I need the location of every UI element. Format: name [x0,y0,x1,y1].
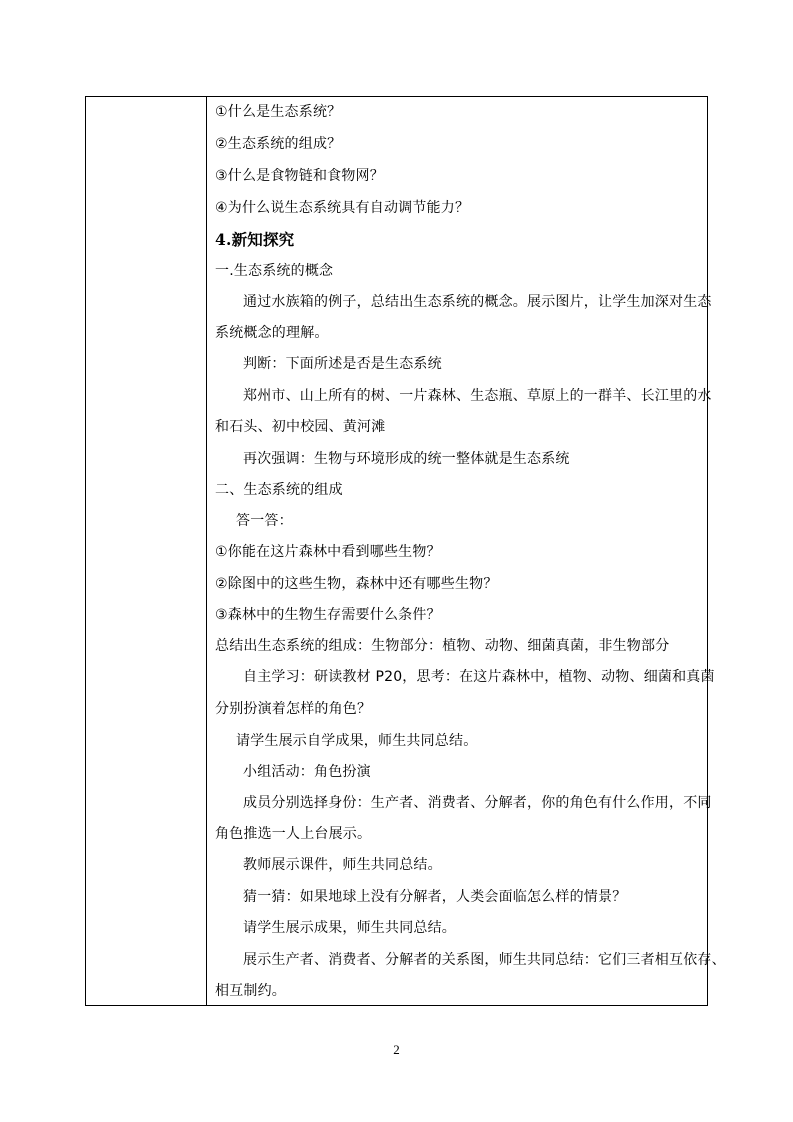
section-heading-new-knowledge: 4.新知探究 [215,230,295,249]
paragraph-line: 相互制约。 [215,983,286,999]
paragraph-line: 系统概念的理解。 [215,325,329,341]
question-item: ①你能在这片森林中看到哪些生物？ [215,544,441,560]
paragraph-line: 教师展示课件，师生共同总结。 [243,857,442,873]
subheading-ecosystem-concept: 一.生态系统的概念 [215,263,334,279]
question-what-is-ecosystem: ①什么是生态系统？ [215,104,342,120]
paragraph-line: 自主学习：研读教材 P20，思考：在这片森林中，植物、动物、细菌和真菌 [243,669,715,685]
column-divider [206,97,207,1005]
paragraph-line: 总结出生态系统的组成：生物部分：植物、动物、细菌真菌，非生物部分 [215,638,670,654]
question-item: ③森林中的生物生存需要什么条件？ [215,607,441,623]
paragraph-line: 和石头、初中校园、黄河滩 [215,419,386,435]
paragraph-line: 答一答： [236,513,293,529]
paragraph-line: 通过水族箱的例子，总结出生态系统的概念。展示图片，让学生加深对生态 [243,294,712,310]
subheading-ecosystem-composition: 二、生态系统的组成 [215,482,343,498]
paragraph-line: 角色推选一人上台展示。 [215,826,372,842]
lesson-table [85,96,726,1006]
paragraph-line: 展示生产者、消费者、分解者的关系图，师生共同总结：它们三者相互依存、 [243,952,726,968]
paragraph-line: 再次强调：生物与环境形成的统一整体就是生态系统 [243,451,570,467]
paragraph-line: 成员分别选择身份：生产者、消费者、分解者，你的角色有什么作用，不同 [243,795,712,811]
paragraph-line: 请学生展示自学成果，师生共同总结。 [236,733,478,749]
page-number: 2 [393,1042,400,1057]
question-self-regulation: ④为什么说生态系统具有自动调节能力？ [215,200,470,216]
question-ecosystem-composition: ②生态系统的组成？ [215,136,342,152]
paragraph-line: 小组活动：角色扮演 [243,764,371,780]
paragraph-line: 郑州市、山上所有的树、一片森林、生态瓶、草原上的一群羊、长江里的水 [243,388,712,404]
question-item: ②除图中的这些生物，森林中还有哪些生物？ [215,576,498,592]
paragraph-line: 请学生展示成果，师生共同总结。 [243,920,456,936]
paragraph-line: 猜一猜：如果地球上没有分解者，人类会面临怎么样的情景？ [243,889,627,905]
paragraph-line: 判断：下面所述是否是生态系统 [243,356,442,372]
paragraph-line: 分别扮演着怎样的角色？ [215,701,372,717]
question-food-chain: ③什么是食物链和食物网？ [215,168,384,184]
